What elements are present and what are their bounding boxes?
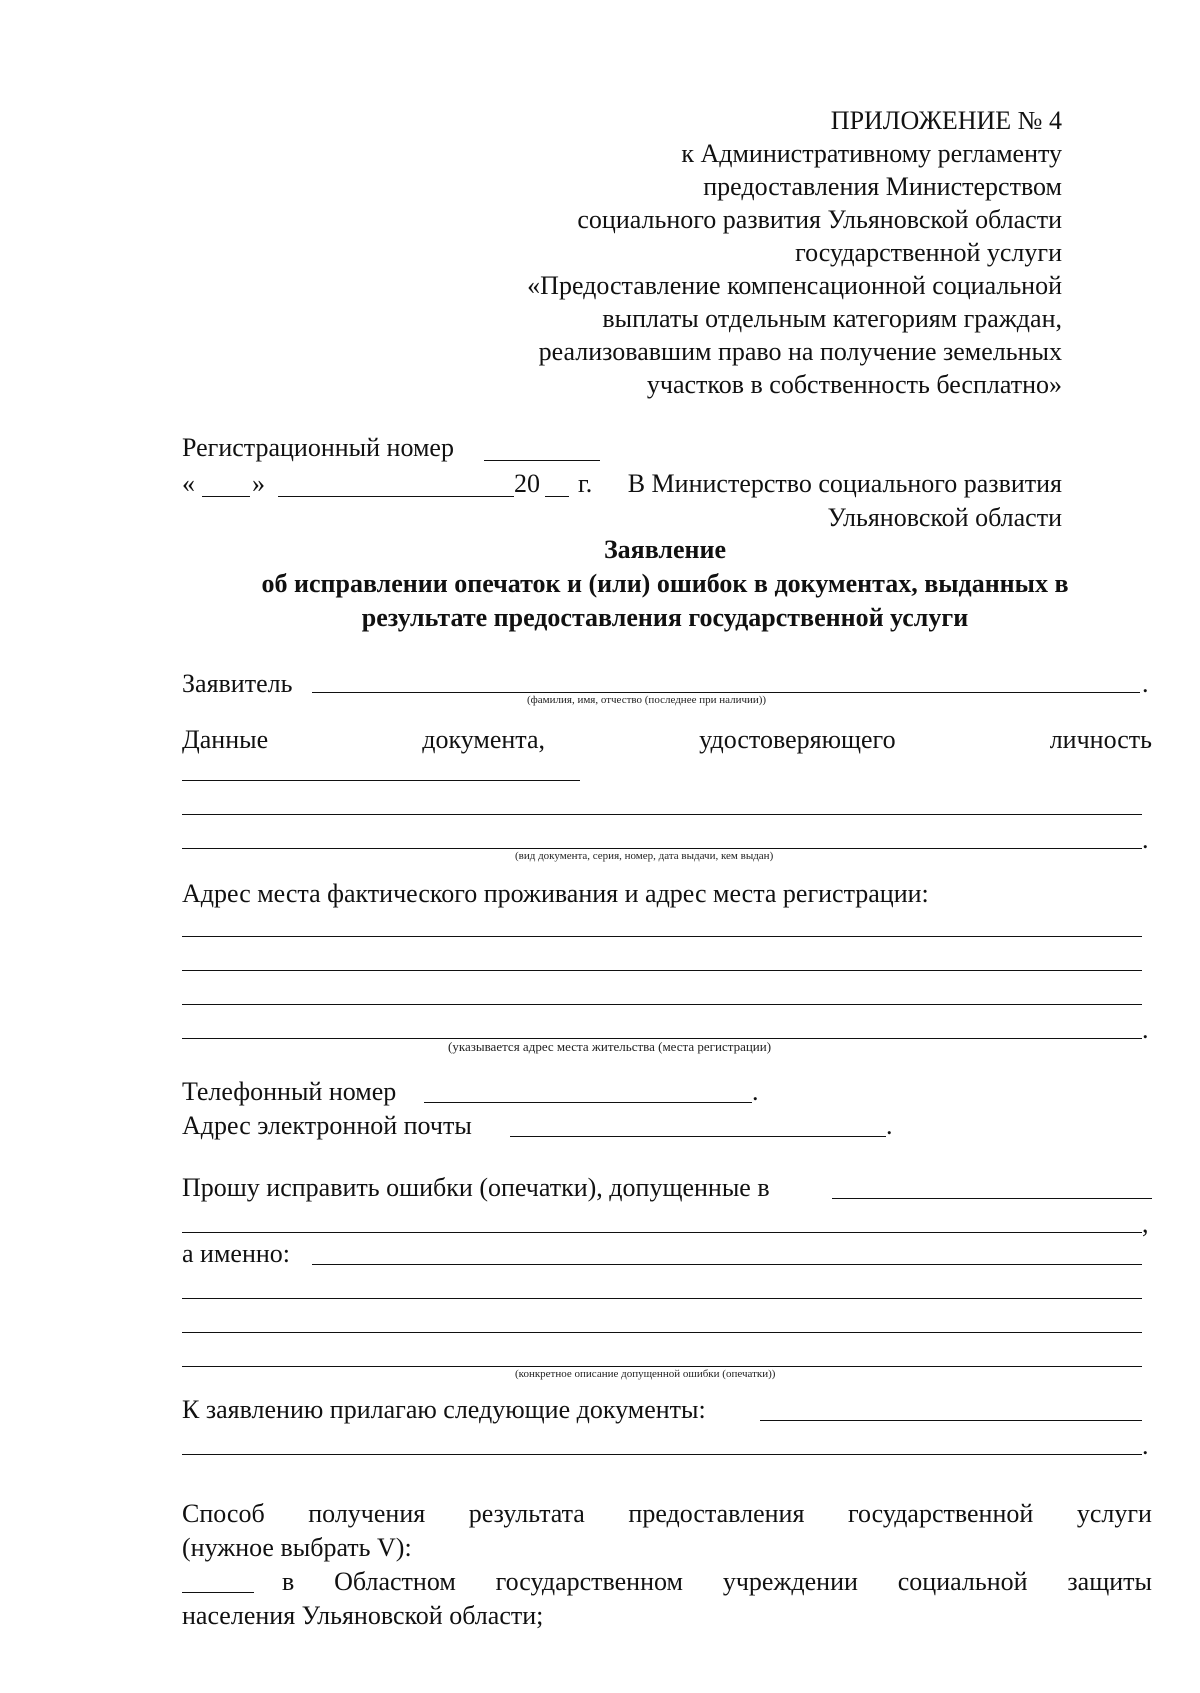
namely-caption: (конкретное описание допущенной ошибки (опечатки))	[515, 1368, 776, 1380]
email-label: Адрес электронной почты	[182, 1111, 472, 1140]
namely-label: а именно:	[182, 1239, 290, 1268]
phone-label: Телефонный номер	[182, 1077, 397, 1106]
appendix-line: участков в собственность бесплатно»	[646, 370, 1062, 399]
date-open-quote: «	[182, 469, 195, 498]
addressee-line-1: В Министерство социального развития	[627, 469, 1062, 498]
method-word: услуги	[1076, 1499, 1152, 1528]
date-year-field[interactable]	[545, 496, 569, 497]
request-label: Прошу исправить ошибки (опечатки), допущенные в	[182, 1173, 770, 1202]
attachments-field-line-2[interactable]	[182, 1454, 1142, 1455]
registration-number-field[interactable]	[484, 460, 600, 461]
request-comma: ,	[1142, 1209, 1149, 1238]
method-option-word: государственном	[495, 1567, 683, 1596]
method-word: Способ	[182, 1499, 265, 1528]
date-month-field[interactable]	[278, 496, 514, 497]
date-year-suffix: г.	[578, 469, 593, 498]
namely-field-line-4[interactable]	[182, 1366, 1142, 1367]
address-field-line-2[interactable]	[182, 970, 1142, 971]
address-caption: (указывается адрес места жительства (места регистрации)	[448, 1039, 772, 1054]
applicant-caption: (фамилия, имя, отчество (последнее при наличии))	[527, 694, 767, 706]
email-end-mark: .	[886, 1111, 893, 1140]
address-end-mark: .	[1142, 1015, 1149, 1044]
id-document-field-line-1[interactable]	[182, 780, 580, 781]
appendix-line: «Предоставление компенсационной социальной	[527, 271, 1062, 300]
applicant-end-mark: .	[1142, 669, 1149, 698]
id-document-field-line-3[interactable]	[182, 848, 1142, 849]
date-year-prefix: 20	[514, 469, 540, 498]
method-option-label-line-2: населения Ульяновской области;	[182, 1601, 544, 1630]
method-word: государственной	[847, 1499, 1034, 1528]
appendix-title: ПРИЛОЖЕНИЕ № 4	[830, 106, 1062, 135]
phone-field[interactable]	[424, 1102, 752, 1103]
applicant-name-field[interactable]	[312, 692, 1140, 693]
appendix-line: социального развития Ульяновской области	[577, 205, 1062, 234]
document-title: Заявление	[603, 535, 727, 564]
method-option-word: Областном	[334, 1567, 456, 1596]
namely-field-line-2[interactable]	[182, 1298, 1142, 1299]
method-option-word: социальной	[897, 1567, 1028, 1596]
attachments-end-mark: .	[1142, 1431, 1149, 1460]
appendix-line: выплаты отдельным категориям граждан,	[602, 304, 1062, 333]
date-day-field[interactable]	[202, 496, 250, 497]
applicant-label: Заявитель	[182, 669, 293, 698]
email-field[interactable]	[510, 1136, 886, 1137]
method-option-label	[282, 1566, 1152, 1598]
addressee-line-2: Ульяновской области	[827, 503, 1062, 532]
method-option-word: в	[282, 1567, 295, 1596]
appendix-line: предоставления Министерством	[703, 172, 1062, 201]
request-document-field[interactable]	[832, 1198, 1152, 1199]
method-word: получения	[308, 1499, 426, 1528]
method-word: предоставления	[628, 1499, 805, 1528]
attachments-field-line-1[interactable]	[760, 1420, 1142, 1421]
document-subtitle-line-2: результате предоставления государственной услуги	[361, 603, 969, 632]
appendix-line: к Административному регламенту	[681, 139, 1062, 168]
attachments-label: К заявлению прилагаю следующие документы:	[182, 1395, 706, 1424]
id-document-caption: (вид документа, серия, номер, дата выдачи, кем выдан)	[515, 850, 774, 862]
appendix-line: государственной услуги	[795, 238, 1062, 267]
id-document-label	[182, 724, 1152, 756]
appendix-header	[422, 104, 1062, 401]
request-document-field-line-2[interactable]	[182, 1232, 1142, 1233]
method-option-checkbox-field[interactable]	[182, 1592, 254, 1593]
id-document-end-mark: .	[1142, 825, 1149, 854]
address-field-line-1[interactable]	[182, 936, 1142, 937]
document-subtitle-line-1: об исправлении опечаток и (или) ошибок в документах, выданных в	[261, 569, 1069, 598]
date-close-quote: »	[252, 469, 265, 498]
id-document-word: удостоверяющего	[699, 725, 896, 754]
method-option-word: защиты	[1067, 1567, 1152, 1596]
registration-number-label: Регистрационный номер	[182, 433, 454, 462]
method-instruction: (нужное выбрать V):	[182, 1533, 412, 1562]
address-field-line-3[interactable]	[182, 1004, 1142, 1005]
id-document-word: Данные	[182, 725, 269, 754]
id-document-word: личность	[1049, 725, 1152, 754]
namely-field-line-3[interactable]	[182, 1332, 1142, 1333]
method-label	[182, 1498, 1152, 1530]
method-option-word: учреждении	[722, 1567, 858, 1596]
id-document-field-line-2[interactable]	[182, 814, 1142, 815]
namely-field-line-1[interactable]	[312, 1264, 1142, 1265]
method-word: результата	[468, 1499, 585, 1528]
phone-end-mark: .	[752, 1077, 759, 1106]
appendix-line: реализовавшим право на получение земельных	[538, 337, 1062, 366]
id-document-word: документа,	[422, 725, 546, 754]
address-label: Адрес места фактического проживания и адрес места регистрации:	[182, 879, 929, 908]
